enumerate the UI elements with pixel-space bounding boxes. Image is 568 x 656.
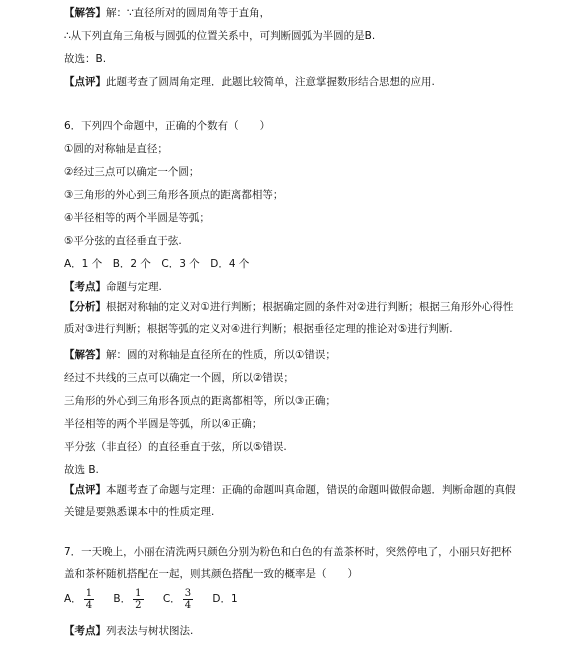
q6-item: ④半径相等的两个半圆是等弧； [64, 212, 210, 224]
q6-item: ③三角形的外心到三角形各顶点的距离都相等； [64, 189, 284, 201]
q7-options [64, 586, 252, 612]
analysis-tag: 【分析】 [64, 301, 106, 313]
option-label: C． [162, 593, 181, 605]
denominator: 4 [184, 599, 192, 611]
prev-deduction: ∴从下列直角三角板与圆弧的位置关系中，可判断圆弧为半圆的是B. [64, 30, 376, 42]
q7-stem: 7．一天晚上，小丽在清洗两只颜色分别为粉色和白色的有盖茶杯时，突然停电了，小丽只好把杯盖和茶杯随机搭配在一起，则其颜色搭配一致的概率是（ ） [64, 546, 512, 580]
option-label: B． [113, 593, 132, 605]
prev-choice: 故选：B. [64, 53, 107, 65]
q7-point-line [64, 624, 193, 638]
q6-comment [64, 479, 516, 523]
solution-tag: 【解答】 [64, 7, 106, 19]
numerator: 1 [135, 587, 142, 599]
q7-option-b [113, 586, 145, 612]
q6-item: ②经过三点可以确定一个圆； [64, 166, 200, 178]
comment-text: 本题考查了命题与定理：正确的命题叫真命题，错误的命题叫做假命题．判断命题的真假关键是要熟悉课本中的性质定理. [64, 484, 516, 518]
q6-stem: 6．下列四个命题中，正确的个数有（ ） [64, 120, 271, 132]
numerator: 3 [184, 587, 192, 599]
option-label: A． [64, 593, 82, 605]
prev-comment-line [64, 75, 435, 89]
denominator: 4 [85, 599, 93, 611]
q6-choice: 故选 B. [64, 464, 99, 476]
q6-solution-step: 三角形的外心到三角形各顶点的距离都相等，所以③正确； [64, 395, 336, 407]
comment-text: 此题考查了圆周角定理．此题比较简单，注意掌握数形结合思想的应用. [106, 76, 435, 88]
solution-tag: 【解答】 [64, 349, 106, 361]
q7-option-a [64, 586, 96, 612]
fraction [133, 588, 143, 611]
point-tag: 【考点】 [64, 281, 106, 293]
fraction [84, 588, 94, 611]
denominator: 2 [135, 599, 142, 611]
q7-option-d: D．1 [212, 593, 238, 605]
q6-solution-step: 经过不共线的三点可以确定一个圆，所以②错误； [64, 372, 294, 384]
numerator: 1 [85, 587, 93, 599]
comment-tag: 【点评】 [64, 484, 106, 496]
point-tag: 【考点】 [64, 625, 106, 637]
q7-option-c [163, 586, 195, 612]
q6-options: A．1 个 B．2 个 C．3 个 D．4 个 [64, 258, 250, 270]
q6-analysis [64, 296, 516, 340]
q6-solution-line [64, 348, 336, 362]
q6-solution-step: 半径相等的两个半圆是等弧，所以④正确； [64, 418, 263, 430]
q6-point-line [64, 280, 162, 294]
point-text: 命题与定理. [106, 281, 162, 293]
q6-item: ①圆的对称轴是直径； [64, 143, 168, 155]
q6-item: ⑤平分弦的直径垂直于弦. [64, 235, 182, 247]
point-text: 列表法与树状图法. [106, 625, 194, 637]
fraction [183, 588, 193, 611]
prev-solution-line [64, 6, 270, 20]
solution-text: 解：圆的对称轴是直径所在的性质，所以①错误； [106, 349, 336, 361]
solution-text: 解：∵直径所对的圆周角等于直角， [106, 7, 271, 19]
q6-solution-step: 平分弦（非直径）的直径垂直于弦，所以⑤错误. [64, 441, 287, 453]
analysis-text: 根据对称轴的定义对①进行判断；根据确定圆的条件对②进行判断；根据三角形外心得性质对③进行判断；根据等弧的定义对④进行判断；根据垂径定理的推论对⑤进行判断. [64, 301, 514, 335]
comment-tag: 【点评】 [64, 76, 106, 88]
